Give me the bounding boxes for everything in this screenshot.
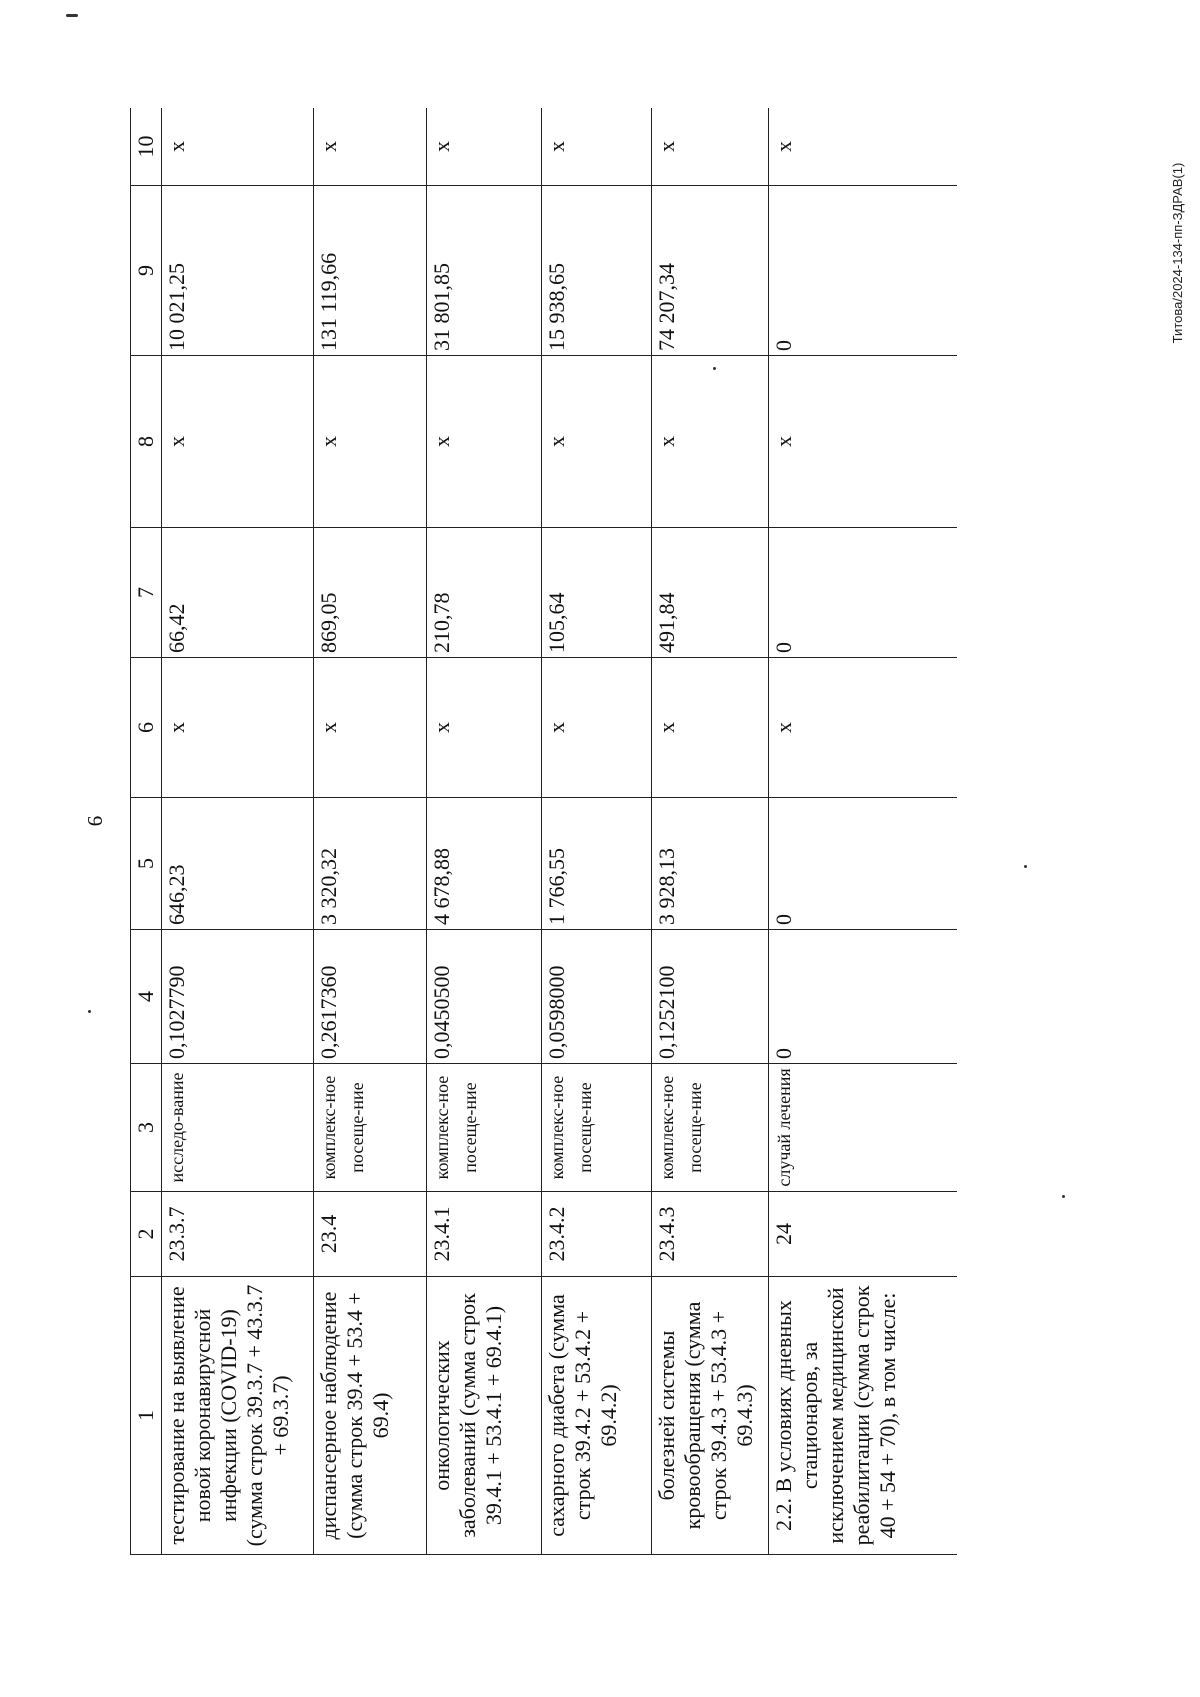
tariff-table [130,108,957,1555]
value-cell: x [314,108,427,186]
row-description: 2.2. В условиях дневных стационаров, за исключением медицинской реабилитации (сумма строк 40 + 54 + 70), в том числе: [769,1277,958,1555]
table-row [314,108,427,1555]
value-cell: x [542,108,652,186]
value-cell: 0,1252100 [652,930,769,1064]
unit-of-measure: комплекс-ное посеще-ние [542,1064,652,1192]
value-cell: 105,64 [542,528,652,658]
value-cell: 646,23 [162,798,314,930]
value-cell: 0,0598000 [542,930,652,1064]
value-cell: 0,2617360 [314,930,427,1064]
value-cell: 15 938,65 [542,186,652,356]
column-number: 7 [131,528,162,658]
row-code: 23.4.2 [542,1192,652,1277]
scan-speck [66,14,78,17]
value-cell: x [542,658,652,798]
value-cell: x [769,108,958,186]
value-cell: x [652,108,769,186]
column-number: 8 [131,356,162,528]
rotated-table-frame [130,108,957,1555]
scan-speck [1024,865,1027,868]
table-row [162,108,314,1555]
row-code: 24 [769,1192,958,1277]
value-cell: x [769,658,958,798]
table-row [427,108,542,1555]
value-cell: 74 207,34 [652,186,769,356]
row-description: диспансерное наблюдение (сумма строк 39.4 + 53.4 + 69.4) [314,1277,427,1555]
value-cell: 31 801,85 [427,186,542,356]
column-number: 6 [131,658,162,798]
value-cell: x [652,658,769,798]
value-cell: 131 119,66 [314,186,427,356]
column-number-row [131,108,162,1555]
scan-speck [1062,1195,1065,1198]
column-number: 5 [131,798,162,930]
value-cell: 869,05 [314,528,427,658]
value-cell: x [427,108,542,186]
value-cell: 66,42 [162,528,314,658]
unit-of-measure: комплекс-ное посеще-ние [652,1064,769,1192]
unit-of-measure: комплекс-ное посеще-ние [427,1064,542,1192]
value-cell: x [542,356,652,528]
unit-of-measure: комплекс-ное посеще-ние [314,1064,427,1192]
value-cell: x [162,356,314,528]
value-cell: x [162,108,314,186]
value-cell: 1 766,55 [542,798,652,930]
value-cell: 0 [769,930,958,1064]
row-description: тестирование на выявление новой коронавирусной инфекции (COVID-19) (сумма строк 39.3.7 + 43.3.7 + 69.3.7) [162,1277,314,1555]
page-number: 9 [83,815,108,827]
row-description: сахарного диабета (сумма строк 39.4.2 + 53.4.2 + 69.4.2) [542,1277,652,1555]
column-number: 2 [131,1192,162,1277]
value-cell: x [314,658,427,798]
row-description: онкологических заболеваний (сумма строк 39.4.1 + 53.4.1 + 69.4.1) [427,1277,542,1555]
table-row [652,108,769,1555]
row-code: 23.4.3 [652,1192,769,1277]
value-cell: 4 678,88 [427,798,542,930]
value-cell: 0,1027790 [162,930,314,1064]
value-cell: x [314,356,427,528]
value-cell: 0,0450500 [427,930,542,1064]
value-cell: x [427,658,542,798]
unit-of-measure: случай лечения [769,1064,958,1192]
scan-speck [88,1010,91,1013]
unit-of-measure: исследо-вание [162,1064,314,1192]
document-code: Титова/2024-134-пп-ЗДРАВ(1) [1169,162,1185,344]
value-cell: x [652,356,769,528]
column-number: 4 [131,930,162,1064]
row-description: болезней системы кровообращения (сумма строк 39.4.3 + 53.4.3 + 69.4.3) [652,1277,769,1555]
column-number: 10 [131,108,162,186]
value-cell: x [162,658,314,798]
column-number: 1 [131,1277,162,1555]
column-number: 3 [131,1064,162,1192]
row-code: 23.4 [314,1192,427,1277]
value-cell: x [427,356,542,528]
row-code: 23.4.1 [427,1192,542,1277]
table-row [769,108,958,1555]
table-row [542,108,652,1555]
value-cell: x [769,356,958,528]
value-cell: 0 [769,528,958,658]
column-number: 9 [131,186,162,356]
value-cell: 491,84 [652,528,769,658]
row-code: 23.3.7 [162,1192,314,1277]
value-cell: 0 [769,186,958,356]
value-cell: 10 021,25 [162,186,314,356]
value-cell: 3 928,13 [652,798,769,930]
value-cell: 210,78 [427,528,542,658]
value-cell: 0 [769,798,958,930]
value-cell: 3 320,32 [314,798,427,930]
